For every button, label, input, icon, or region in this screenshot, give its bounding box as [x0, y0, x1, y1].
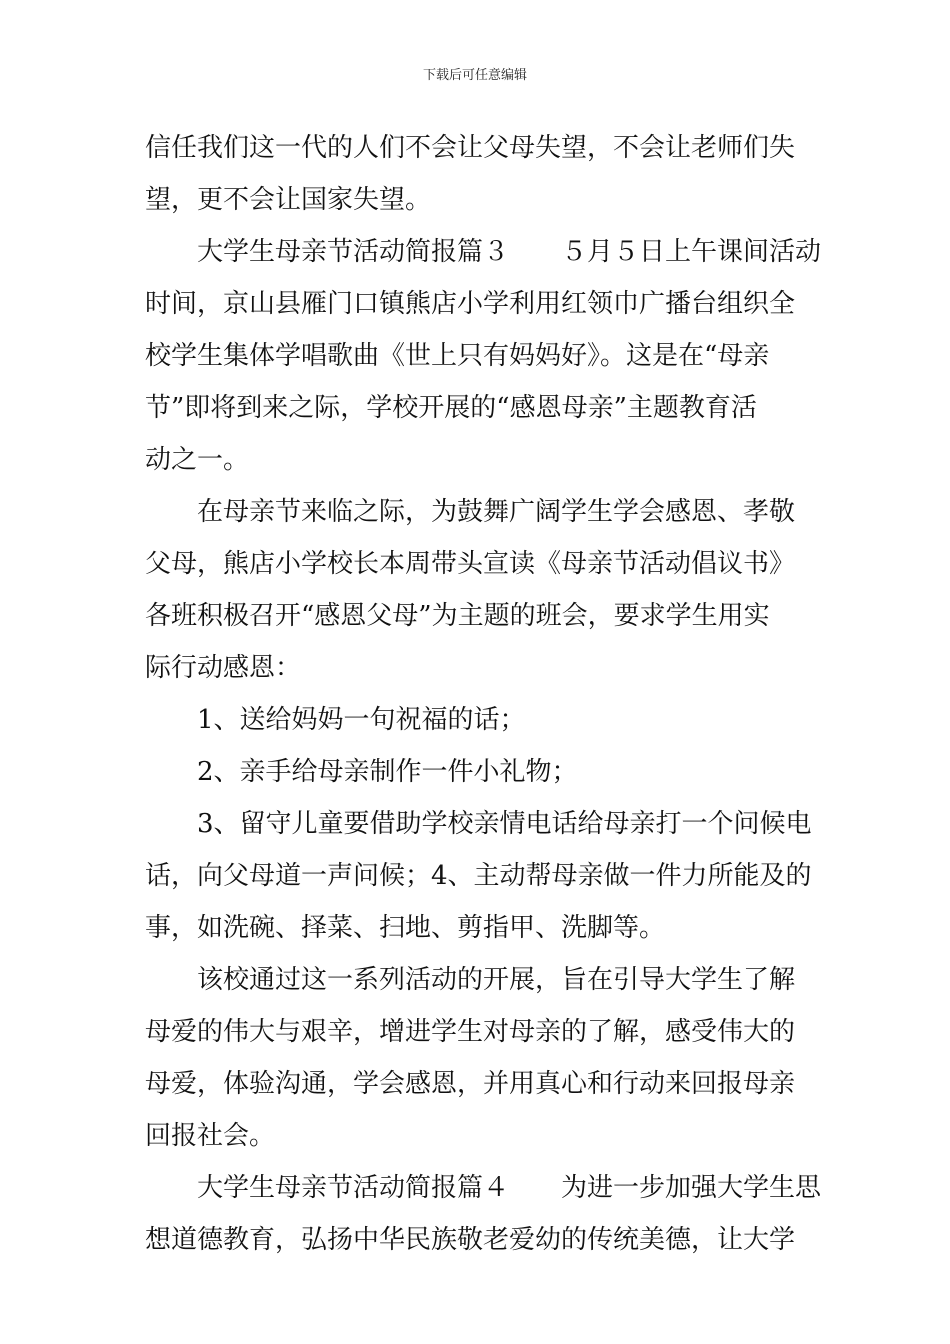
text-line: 1、送给妈妈一句祝福的话； [145, 705, 526, 735]
text-line: 望，更不会让国家失望。 [145, 185, 432, 215]
text-line: 各班积极召开“感恩父母”为主题的班会，要求学生用实 [145, 601, 770, 631]
text-line: 信任我们这一代的人们不会让父母失望，不会让老师们失 [145, 133, 796, 163]
text-line: 父母，熊店小学校长本周带头宣读《母亲节活动倡议书》 [145, 549, 796, 579]
text-line: 想道德教育，弘扬中华民族敬老爱幼的传统美德，让大学 [145, 1225, 796, 1255]
text-line: 校学生集体学唱歌曲《世上只有妈妈好》。这是在“母亲 [145, 341, 770, 371]
text-line: 3、留守儿童要借助学校亲情电话给母亲打一个问候电 [145, 809, 812, 839]
text-line: 事，如洗碗、择菜、扫地、剪指甲、洗脚等。 [145, 913, 666, 943]
text-line: 回报社会。 [145, 1121, 276, 1151]
text-line: 该校通过这一系列活动的开展，旨在引导大学生了解 [145, 965, 796, 995]
text-line: 母爱的伟大与艰辛，增进学生对母亲的了解，感受伟大的 [145, 1017, 796, 1047]
text-line: 大学生母亲节活动简报篇３ ５月５日上午课间活动 [145, 237, 822, 267]
text-line: 动之一。 [145, 445, 250, 475]
text-line: 在母亲节来临之际，为鼓舞广阔学生学会感恩、孝敬 [145, 497, 796, 527]
page-header: 下载后可任意编辑 [422, 68, 527, 83]
text-line: 际行动感恩： [145, 653, 302, 683]
document-body [145, 122, 822, 1266]
text-line: 2、亲手给母亲制作一件小礼物； [145, 757, 578, 787]
text-line: 话，向父母道一声问候；4、主动帮母亲做一件力所能及的 [145, 861, 812, 891]
text-line: 母爱，体验沟通，学会感恩，并用真心和行动来回报母亲 [145, 1069, 796, 1099]
text-line: 时间，京山县雁门口镇熊店小学利用红领巾广播台组织全 [145, 289, 796, 319]
text-line: 大学生母亲节活动简报篇４ 为进一步加强大学生思 [145, 1173, 822, 1203]
text-line: 节”即将到来之际，学校开展的“感恩母亲”主题教育活 [145, 393, 757, 423]
